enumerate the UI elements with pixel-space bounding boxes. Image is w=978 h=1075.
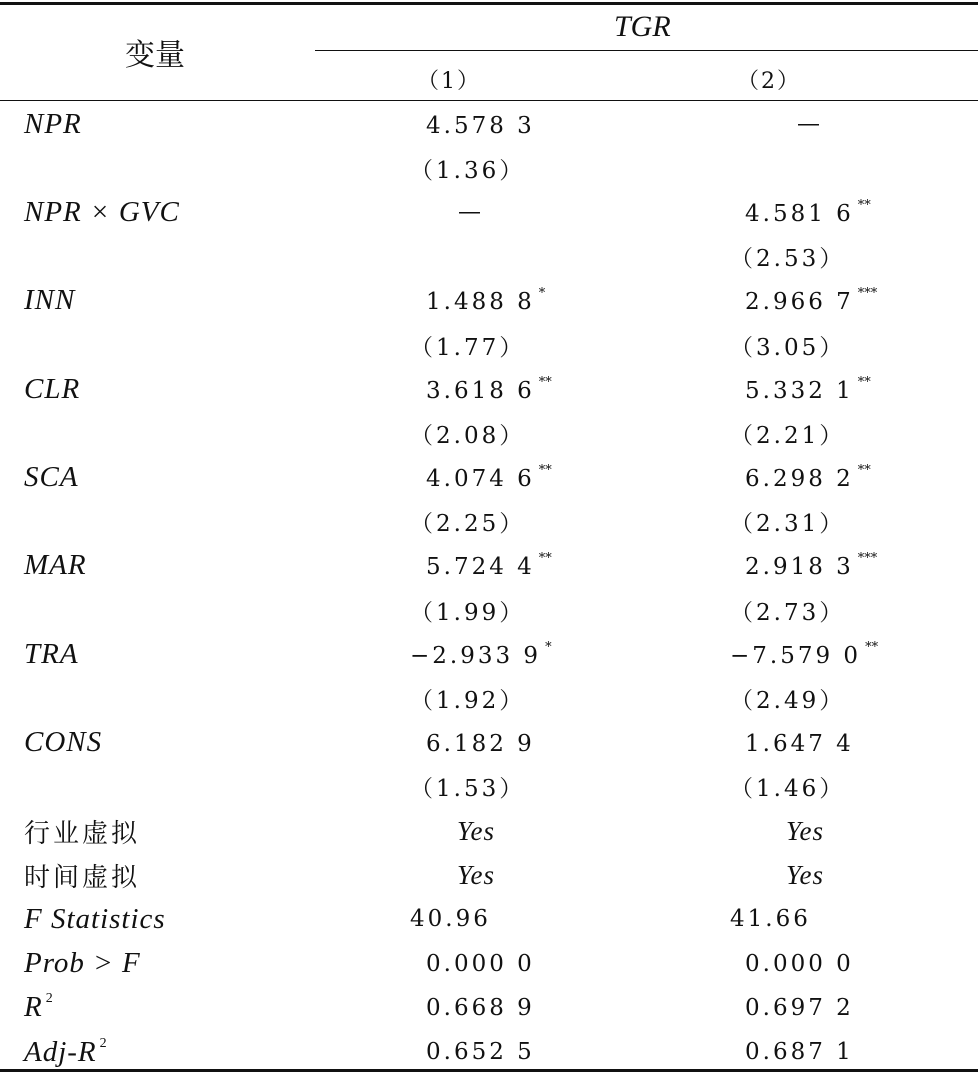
row-label: INN: [24, 284, 76, 317]
t-stat-cell: （2.73）: [730, 599, 846, 626]
coef-cell: 2.966 7 ***: [745, 286, 878, 316]
t-stat-cell: （1.36）: [410, 157, 526, 184]
coef-cell: 1.647 4: [745, 731, 854, 758]
table-row: [0, 323, 978, 367]
yes-cell: Yes: [457, 815, 496, 846]
row-label: CONS: [24, 726, 103, 759]
table-row: [0, 942, 978, 986]
empty-dash: —: [458, 199, 481, 226]
yes-cell: Yes: [786, 859, 825, 890]
row-label: 行业虚拟: [24, 818, 141, 849]
table-row: [0, 809, 978, 853]
coef-cell: 4.074 6 **: [426, 463, 552, 493]
coef-cell: 4.581 6 **: [745, 197, 871, 227]
coef-cell: 6.298 2 **: [745, 463, 871, 493]
t-stat-cell: （2.21）: [730, 422, 846, 449]
t-stat-cell: （2.31）: [730, 511, 846, 538]
stat-cell: 0.000 0: [426, 950, 535, 977]
yes-cell: Yes: [786, 815, 825, 846]
t-stat-cell: （1.77）: [410, 334, 526, 361]
table-row: [0, 765, 978, 809]
t-stat-cell: （2.49）: [730, 688, 846, 715]
variable-header: 变量: [125, 38, 185, 73]
t-stat-cell: （1.53）: [410, 776, 526, 803]
t-stat-cell: （1.92）: [410, 688, 526, 715]
table-row: [0, 986, 978, 1030]
row-label: TRA: [24, 637, 79, 670]
coef-cell: 5.332 1 **: [745, 374, 871, 404]
stat-cell: 0.668 9: [426, 994, 535, 1021]
coef-cell: 1.488 8 *: [426, 286, 546, 316]
empty-dash: —: [797, 111, 820, 138]
t-stat-cell: （2.25）: [410, 511, 526, 538]
table-row: [0, 721, 978, 765]
t-stat-cell: （2.08）: [410, 422, 526, 449]
coef-cell: −2.933 9 *: [410, 639, 552, 669]
coef-cell: 5.724 4 **: [426, 551, 552, 581]
t-stat-cell: （1.99）: [410, 599, 526, 626]
row-label: Adj-R $^2$: [24, 1035, 108, 1068]
table-row: [0, 588, 978, 632]
row-label: Prob > F: [24, 947, 141, 980]
table-row: [0, 146, 978, 190]
yes-cell: Yes: [457, 859, 496, 890]
table-row: [0, 456, 978, 500]
row-label: F Statistics: [24, 902, 166, 935]
t-stat-cell: （1.46）: [730, 776, 846, 803]
table-row: [0, 897, 978, 941]
table-row: [0, 500, 978, 544]
stat-cell: 41.66: [730, 906, 811, 933]
table-row: [0, 411, 978, 455]
stat-cell: 0.697 2: [745, 994, 854, 1021]
row-label: MAR: [24, 549, 87, 582]
row-label: CLR: [24, 372, 81, 405]
table-row: [0, 544, 978, 588]
table-row: [0, 279, 978, 323]
column-1-header: （1）: [417, 69, 481, 94]
stat-cell: 40.96: [410, 906, 491, 933]
table-row: [0, 632, 978, 676]
coef-cell: 2.918 3 ***: [745, 551, 878, 581]
row-label: SCA: [24, 461, 79, 494]
regression-table: [0, 102, 978, 1074]
group-underline: [315, 50, 978, 51]
table-row: [0, 102, 978, 146]
t-stat-cell: （2.53）: [730, 246, 846, 273]
row-label: 时间虚拟: [24, 862, 141, 893]
column-2-header: （2）: [737, 69, 801, 94]
stat-cell: 0.687 1: [745, 1039, 854, 1066]
tgr-group-header: TGR: [614, 10, 671, 43]
table-row: [0, 235, 978, 279]
row-label: R $^2$: [24, 991, 54, 1024]
stat-cell: 0.652 5: [426, 1039, 535, 1066]
table-row: [0, 1030, 978, 1074]
bottom-rule: [0, 1069, 978, 1072]
coef-cell: 6.182 9: [426, 731, 535, 758]
coef-cell: 3.618 6 **: [426, 374, 552, 404]
stat-cell: 0.000 0: [745, 950, 854, 977]
row-label: NPR × GVC: [24, 195, 180, 228]
table-row: [0, 367, 978, 411]
t-stat-cell: （3.05）: [730, 334, 846, 361]
row-label: NPR: [24, 107, 82, 140]
table-row: [0, 676, 978, 720]
coef-cell: −7.579 0 **: [730, 639, 879, 669]
table-row: [0, 190, 978, 234]
top-rule: [0, 2, 978, 5]
header-rule: [0, 100, 978, 101]
coef-cell: 4.578 3: [426, 112, 535, 139]
table-row: [0, 853, 978, 897]
